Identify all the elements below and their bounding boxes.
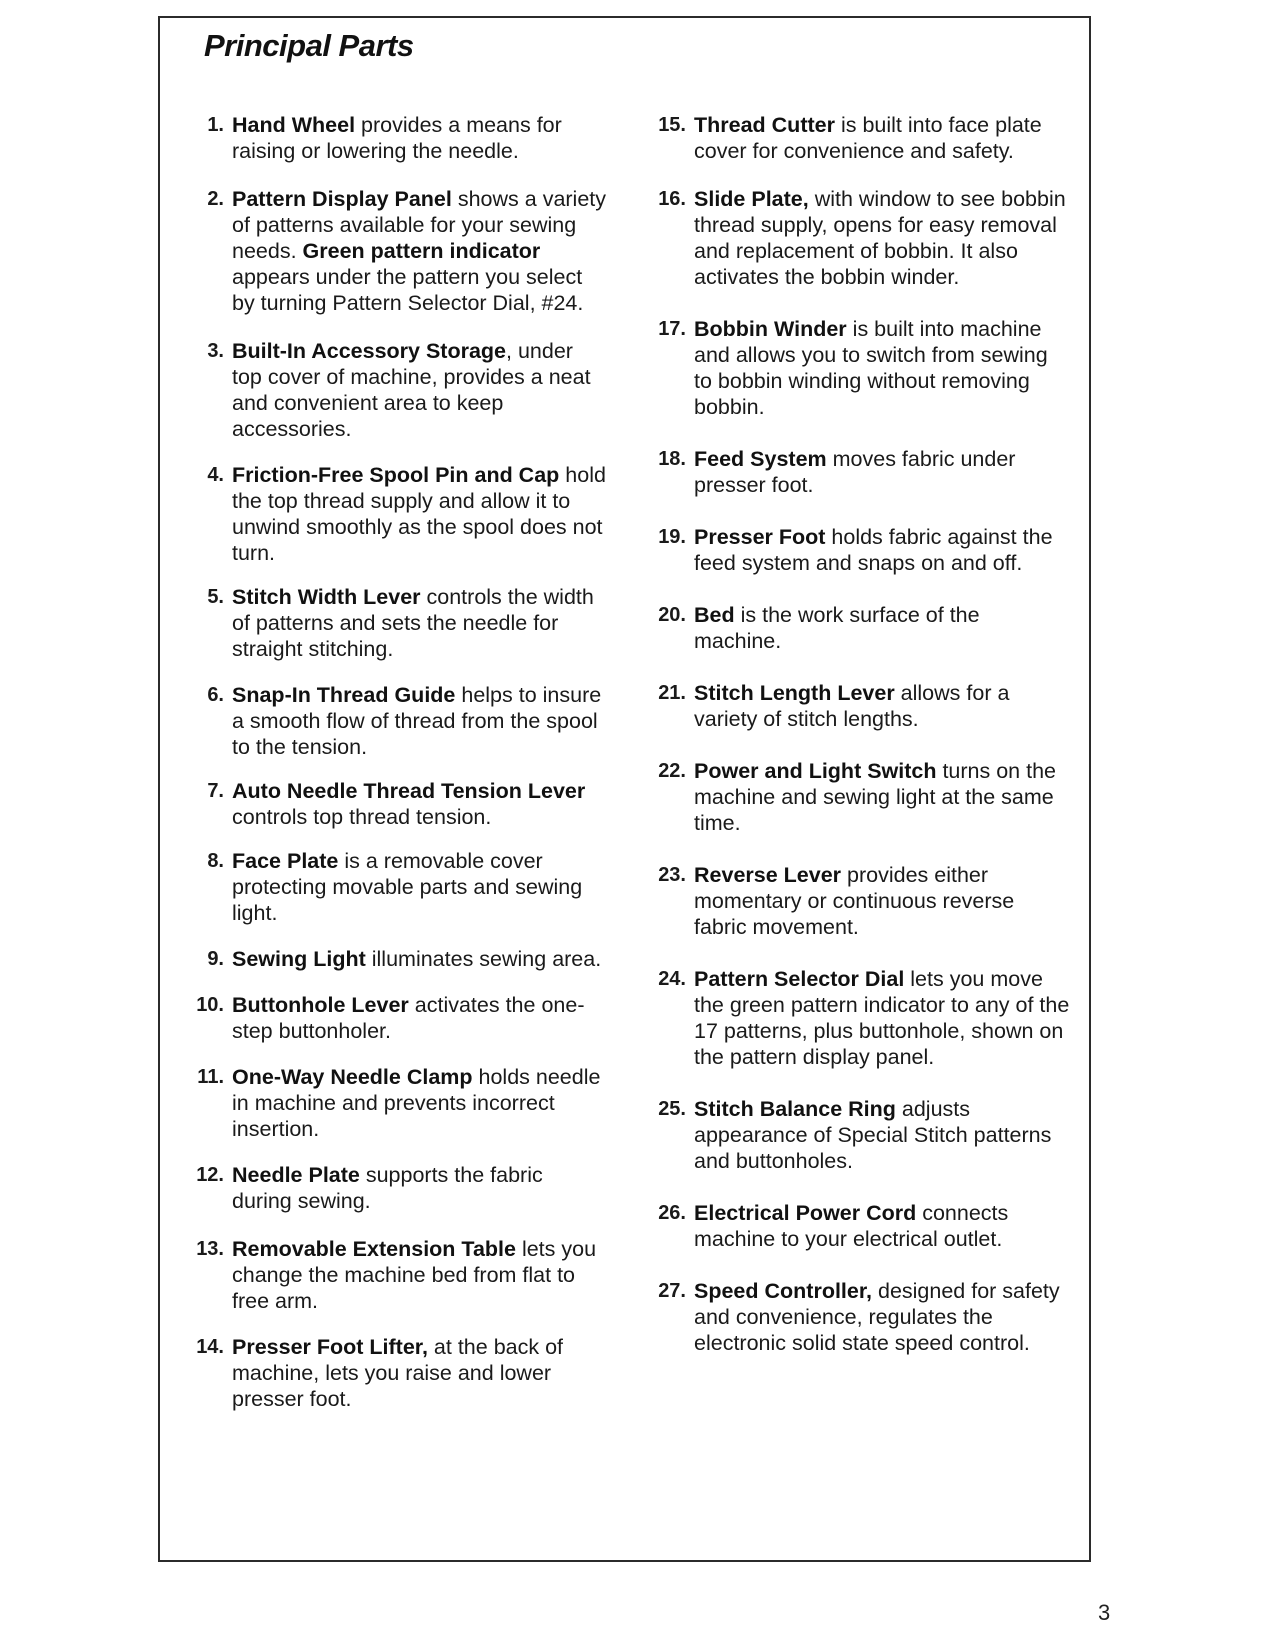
part-name: Sewing Light [232, 947, 366, 971]
item-number: 15. [658, 114, 686, 136]
part-name: Removable Extension Table [232, 1237, 516, 1261]
part-description: activates the one-step buttonholer. [232, 993, 585, 1043]
part-item-14 [178, 1334, 608, 1412]
part-name: Reverse Lever [694, 863, 842, 887]
item-number: 23. [658, 864, 686, 886]
item-number: 14. [196, 1336, 224, 1358]
part-name: Built-In Accessory Storage [232, 339, 506, 363]
item-number: 24. [658, 968, 686, 990]
page-title: Principal Parts [204, 28, 414, 63]
item-number: 9. [207, 948, 224, 970]
item-number: 6. [207, 684, 224, 706]
part-description: allows for a variety of stitch lengths. [694, 681, 1010, 731]
part-name: Auto Needle Thread Tension Lever [232, 779, 586, 803]
part-item-15 [640, 112, 1070, 164]
part-item-25 [640, 1096, 1070, 1174]
part-description: provides a means for raising or lowering the needle. [232, 113, 562, 163]
part-description: turns on the machine and sewing light at the same time. [694, 759, 1057, 835]
item-number: 26. [658, 1202, 686, 1224]
part-name: Slide Plate, [694, 187, 809, 211]
part-name: Buttonhole Lever [232, 993, 409, 1017]
part-name: Stitch Width Lever [232, 585, 421, 609]
part-description: illuminates sewing area. [365, 947, 602, 971]
parts-list-left [178, 112, 608, 1412]
part-item-10 [178, 992, 608, 1044]
part-item-6 [178, 682, 608, 760]
part-item-17 [640, 316, 1070, 420]
part-description: lets you move the green pattern indicator to any of the 17 patterns, plus buttonhole, shown on the pattern display panel. [694, 967, 1070, 1069]
item-number: 10. [196, 994, 224, 1016]
part-item-5 [178, 584, 608, 662]
part-name: Electrical Power Cord [694, 1201, 917, 1225]
part-description: , under top cover of machine, provides a neat and convenient area to keep accessories. [232, 339, 591, 441]
part-name: One-Way Needle Clamp [232, 1065, 473, 1089]
item-number: 8. [207, 850, 224, 872]
item-number: 20. [658, 604, 686, 626]
part-item-9 [178, 946, 608, 972]
part-item-21 [640, 680, 1070, 732]
part-description: helps to insure a smooth flow of thread from the spool to the tension. [232, 683, 602, 759]
part-description: adjusts appearance of Special Stitch patterns and buttonholes. [694, 1097, 1052, 1173]
parts-list-right [640, 112, 1070, 1356]
part-description: controls the width of patterns and sets the needle for straight stitching. [232, 585, 594, 661]
part-name: Face Plate [232, 849, 339, 873]
item-number: 4. [207, 464, 224, 486]
page-number: 3 [1098, 1600, 1111, 1625]
part-description: holds fabric against the feed system and snaps on and off. [694, 525, 1053, 575]
part-description: controls top thread tension. [232, 805, 492, 829]
part-item-26 [640, 1200, 1070, 1252]
part-name: Pattern Selector Dial [694, 967, 905, 991]
part-description: shows a variety of patterns available for your sewing needs. [232, 187, 607, 263]
part-name: Presser Foot Lifter, [232, 1335, 428, 1359]
part-description: at the back of machine, lets you raise and lower presser foot. [232, 1335, 564, 1411]
item-number: 27. [658, 1280, 686, 1302]
item-number: 5. [207, 586, 224, 608]
part-item-12 [178, 1162, 608, 1214]
part-description: is a removable cover protecting movable parts and sewing light. [232, 849, 583, 925]
part-description: provides either momentary or continuous reverse fabric movement. [694, 863, 1015, 939]
part-subdescription: appears under the pattern you select by turning Pattern Selector Dial, #24. [232, 265, 584, 315]
part-item-27 [640, 1278, 1070, 1356]
part-name: Bobbin Winder [694, 317, 847, 341]
part-item-22 [640, 758, 1070, 836]
part-description: is built into machine and allows you to switch from sewing to bobbin winding without removing bobbin. [694, 317, 1048, 419]
part-item-16 [640, 186, 1070, 290]
part-item-18 [640, 446, 1070, 498]
part-name: Hand Wheel [232, 113, 356, 137]
part-name: Speed Controller, [694, 1279, 873, 1303]
item-number: 25. [658, 1098, 686, 1120]
part-description: lets you change the machine bed from flat to free arm. [232, 1237, 597, 1313]
item-number: 19. [658, 526, 686, 548]
part-item-4 [178, 462, 608, 566]
part-name: Feed System [694, 447, 827, 471]
part-name: Stitch Length Lever [694, 681, 895, 705]
part-description: connects machine to your electrical outlet. [694, 1201, 1009, 1251]
part-item-1 [178, 112, 608, 164]
part-name: Presser Foot [694, 525, 826, 549]
part-description: holds needle in machine and prevents incorrect insertion. [232, 1065, 601, 1141]
item-number: 7. [207, 780, 224, 802]
item-number: 12. [196, 1164, 224, 1186]
item-number: 1. [207, 114, 224, 136]
part-item-23 [640, 862, 1070, 940]
part-description: with window to see bobbin thread supply, opens for easy removal and replacement of bobbin. It also activates the bobbin winder. [694, 187, 1066, 289]
part-name: Power and Light Switch [694, 759, 937, 783]
part-item-2 [178, 186, 608, 316]
part-item-13 [178, 1236, 608, 1314]
part-name: Friction-Free Spool Pin and Cap [232, 463, 560, 487]
item-number: 18. [658, 448, 686, 470]
item-number: 13. [196, 1238, 224, 1260]
part-description: is the work surface of the machine. [694, 603, 980, 653]
part-item-19 [640, 524, 1070, 576]
part-name: Stitch Balance Ring [694, 1097, 896, 1121]
part-name: Snap-In Thread Guide [232, 683, 456, 707]
part-description: designed for safety and convenience, regulates the electronic solid state speed control. [694, 1279, 1060, 1355]
part-item-11 [178, 1064, 608, 1142]
part-item-8 [178, 848, 608, 926]
part-description: moves fabric under presser foot. [694, 447, 1016, 497]
item-number: 3. [207, 340, 224, 362]
part-name: Needle Plate [232, 1163, 360, 1187]
part-description: is built into face plate cover for convenience and safety. [694, 113, 1042, 163]
item-number: 21. [658, 682, 686, 704]
part-item-7 [178, 778, 608, 830]
part-name: Bed [694, 603, 735, 627]
part-item-20 [640, 602, 1070, 654]
part-item-24 [640, 966, 1070, 1070]
part-item-3 [178, 338, 608, 442]
part-description: supports the fabric during sewing. [232, 1163, 543, 1213]
item-number: 17. [658, 318, 686, 340]
part-name: Pattern Display Panel [232, 187, 452, 211]
item-number: 2. [207, 188, 224, 210]
part-name: Thread Cutter [694, 113, 835, 137]
part-subname: Green pattern indicator [302, 239, 541, 263]
item-number: 22. [658, 760, 686, 782]
item-number: 16. [658, 188, 686, 210]
item-number: 11. [197, 1066, 224, 1088]
part-description: hold the top thread supply and allow it to unwind smoothly as the spool does not turn. [232, 463, 606, 565]
